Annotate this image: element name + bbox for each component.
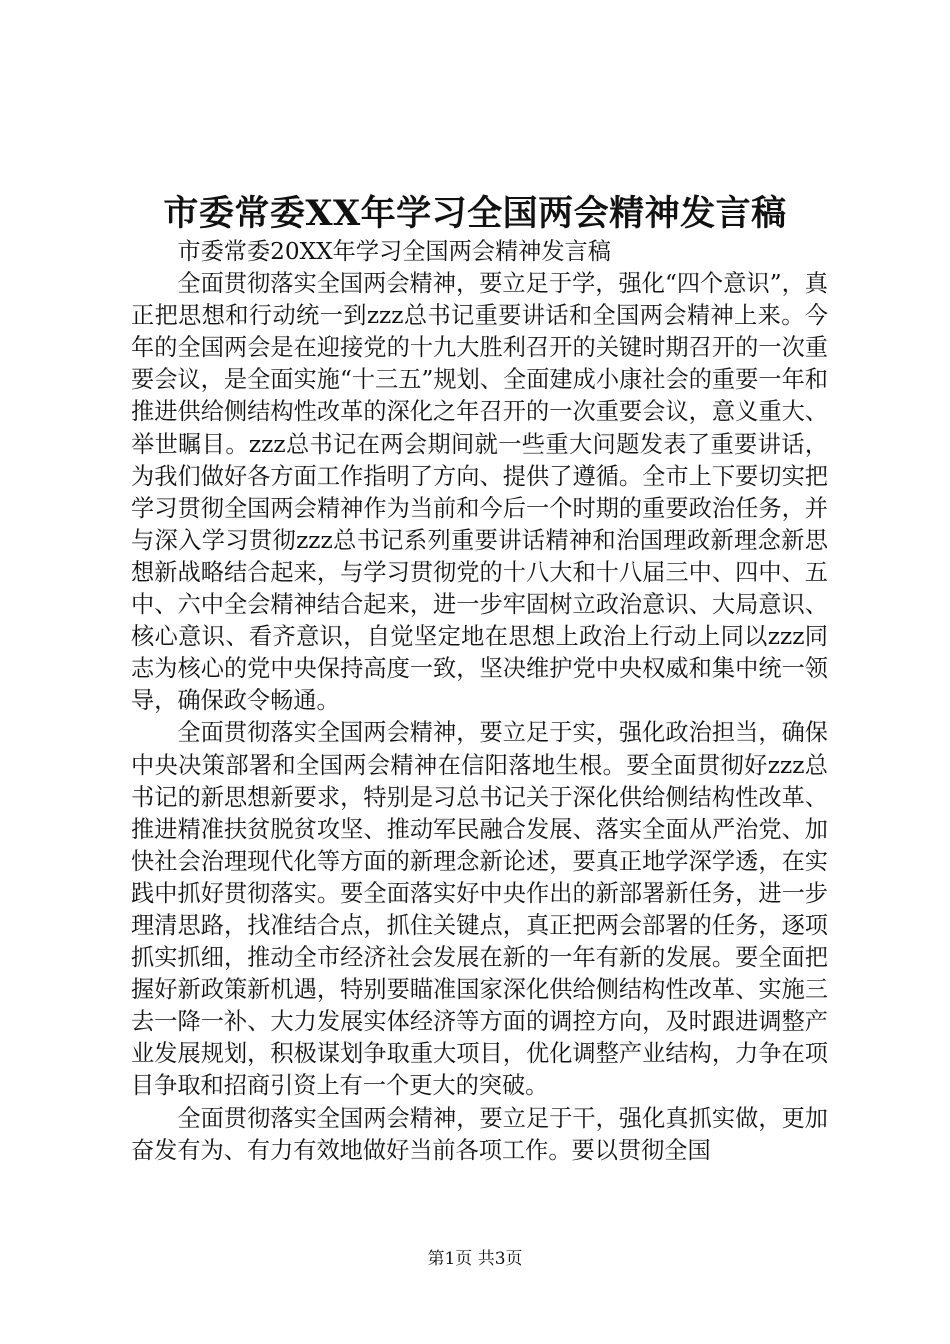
- paragraph: 全面贯彻落实全国两会精神，要立足于实，强化政治担当，确保中央决策部署和全国两会精神在信阳落地生根。要全面贯彻好zzz总书记的新思想新要求，特别是习总书记关于深化供给侧结构性改革、推进精准扶贫脱贫攻坚、推动军民融合发展、落实全面从严治党、加快社会治理现代化等方面的新理念新论述，要真正地学深学透，在实践中抓好贯彻落实。要全面落实好中央作出的新部署新任务，进一步理清思路，找准结合点，抓住关键点，真正把两会部署的任务，逐项抓实抓细，推动全市经济社会发展在新的一年有新的发展。要全面把握好新政策新机遇，特别要瞄准国家深化供给侧结构性改革、实施三去一降一补、大力发展实体经济等方面的调控方向，及时跟进调整产业发展规划，积极谋划争取重大项目，优化调整产业结构，力争在项目争取和招商引资上有一个更大的突破。: [131, 719, 828, 1100]
- paragraph: 全面贯彻落实全国两会精神，要立足于学，强化“四个意识”，真正把思想和行动统一到zzz总书记重要讲话和全国两会精神上来。今年的全国两会是在迎接党的十九大胜利召开的关键时期召开的一次重要会议，是全面实施“十三五”规划、全面建成小康社会的重要一年和推进供给侧结构性改革的深化之年召开的一次重要会议，意义重大、举世瞩目。zzz总书记在两会期间就一些重大问题发表了重要讲话，为我们做好各方面工作指明了方向、提供了遵循。全市上下要切实把学习贯彻全国两会精神作为当前和今后一个时期的重要政治任务，并与深入学习贯彻zzz总书记系列重要讲话精神和治国理政新理念新思想新战略结合起来，与学习贯彻党的十八大和十八届三中、四中、五中、六中全会精神结合起来，进一步牢固树立政治意识、大局意识、核心意识、看齐意识，自觉坚定地在思想上政治上行动上同以zzz同志为核心的党中央保持高度一致，坚决维护党中央权威和集中统一领导，确保政令畅通。: [131, 270, 828, 715]
- document-body: [131, 236, 828, 1167]
- paragraph: 全面贯彻落实全国两会精神，要立足于干，强化真抓实做，更加奋发有为、有力有效地做好当前各项工作。要以贯彻全国: [131, 1104, 828, 1164]
- page-number: 第1页 共3页: [427, 1249, 523, 1269]
- document-subtitle: 市委常委20XX年学习全国两会精神发言稿: [177, 238, 611, 265]
- document-title: 市委常委XX年学习全国两会精神发言稿: [163, 193, 787, 234]
